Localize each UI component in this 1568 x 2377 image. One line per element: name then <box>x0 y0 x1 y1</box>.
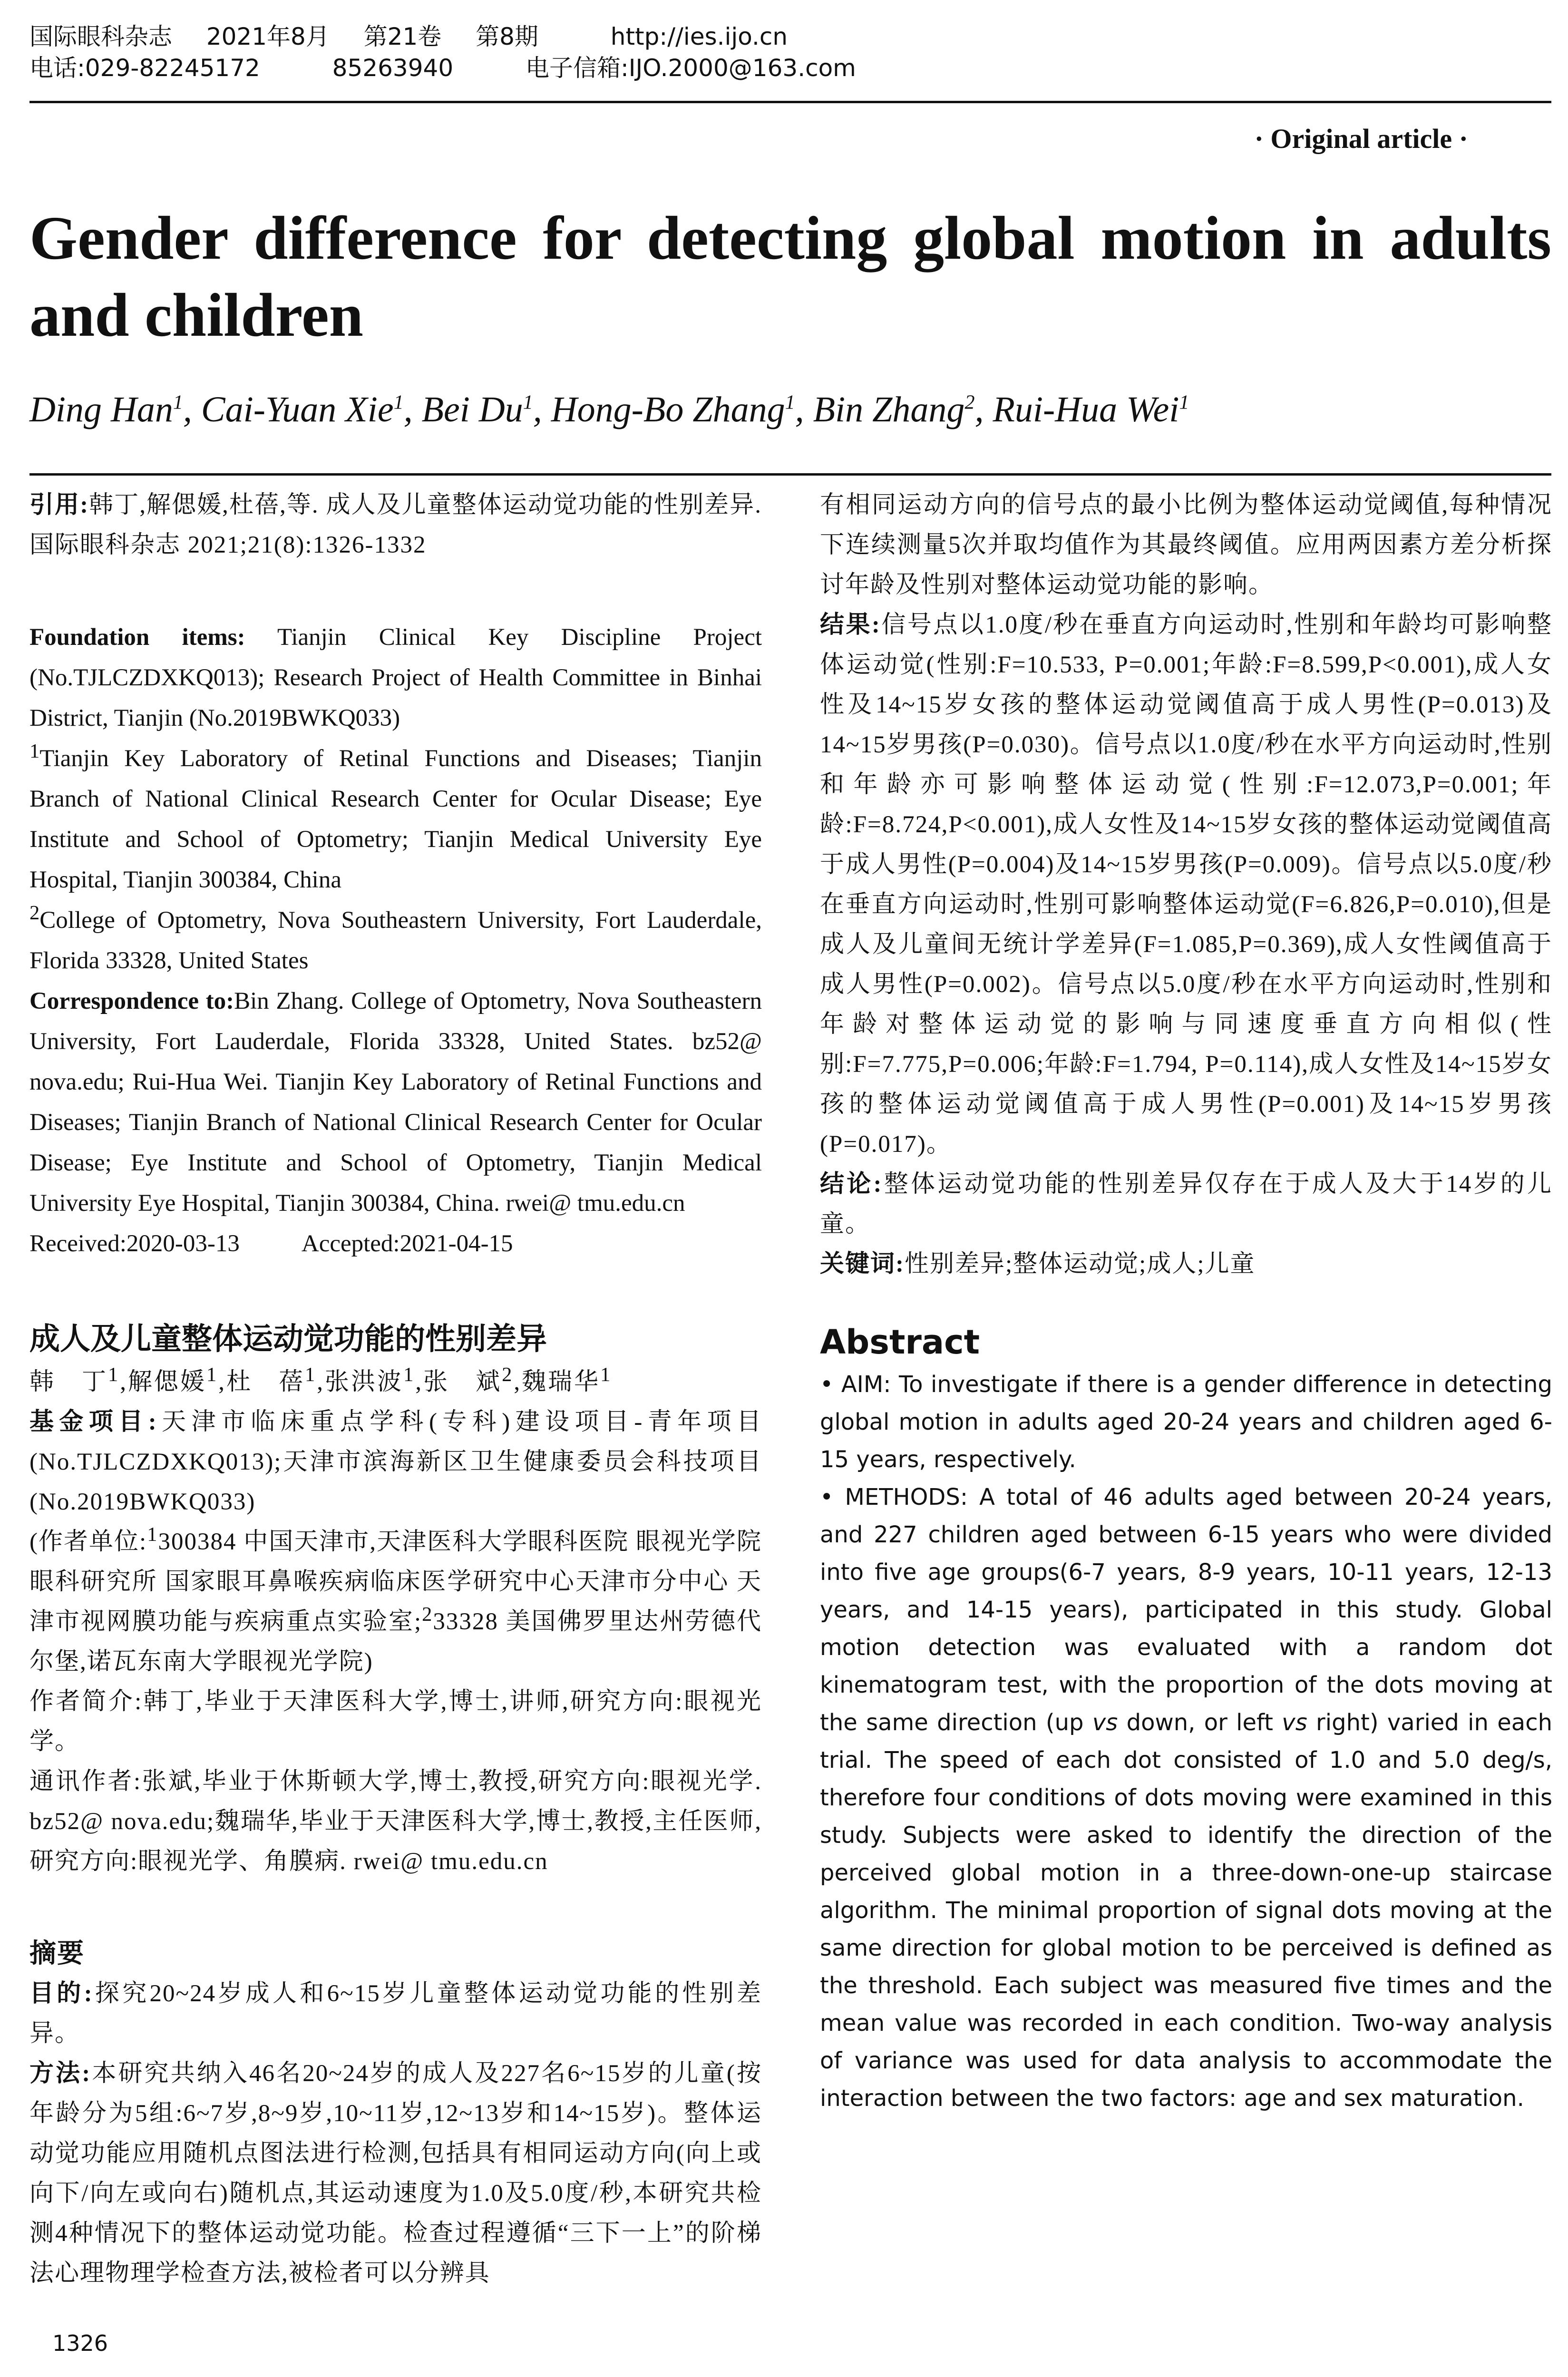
author-affiliation: 1 <box>393 391 404 414</box>
journal-header-row-1 <box>29 21 1551 52</box>
journal-header-row-2 <box>29 52 1551 84</box>
unit-text-2: 33328 美国佛罗里达州劳德代尔堡,诺瓦东南大学眼视光学院) <box>29 1608 762 1675</box>
cn-author-name: 杜 蓓 <box>226 1369 305 1395</box>
foundation-items <box>29 617 762 739</box>
cn-author-name: 张 斌 <box>423 1369 502 1395</box>
methods-label-cn: 方法: <box>29 2060 91 2087</box>
affiliation-1-text: Tianjin Key Laboratory of Retinal Functions and Diseases; Tianjin Branch of National Clinical Research Center for Ocular Disease; Eye Institute and School of Optometry; Tianjin Medical University Eye Hospital, Tianjin 300384, China <box>29 745 762 893</box>
cn-author-affiliation: 2 <box>502 1364 514 1386</box>
author-name: Rui-Hua Wei <box>993 390 1179 429</box>
header-rule <box>29 101 1551 103</box>
affiliation-2 <box>29 900 762 981</box>
cn-author-affiliation: 1 <box>206 1364 219 1386</box>
cn-author-affiliation: 1 <box>305 1364 317 1386</box>
cn-author-affiliation: 1 <box>600 1364 613 1386</box>
objective-cn <box>29 1974 762 2054</box>
results-cn <box>820 605 1552 1164</box>
results-text: 信号点以1.0度/秒在垂直方向运动时,性别和年龄均可影响整体运动觉(性别:F=10.533, P=0.001;年龄:F=8.599,P<0.001),成人女性及14~15岁女孩的整体运动觉阈值高于成人男性(P=0.013)及14~15岁男孩(P=0.030)。信号点以1.0度/秒在水平方向运动时,性别和年龄亦可影响整体运动觉(性别:F=12.073,P=0.001;年龄:F=8.724,P<0.001),成人女性及14~15岁女孩的整体运动觉阈值高于成人男性(P=0.004)及14~15岁男孩(P=0.009)。信号点以5.0度/秒在垂直方向运动时,性别可影响整体运动觉(F=6.826,P=0.010),但是成人及儿童间无统计学差异(F=1.085,P=0.369),成人女性阈值高于成人男性(P=0.002)。信号点以5.0度/秒在水平方向运动时,性别和年龄对整体运动觉的影响与同速度垂直方向相似(性别:F=7.775,P=0.006;年龄:F=1.794, P=0.114),成人女性及14~15岁女孩的整体运动觉阈值高于成人男性(P=0.001)及14~15岁男孩(P=0.017)。 <box>820 612 1552 1158</box>
cn-author-affiliation: 1 <box>108 1364 120 1386</box>
abstract-methods <box>820 1479 1552 2117</box>
journal-phone-2: 85263940 <box>332 54 454 82</box>
author-affiliation: 1 <box>785 391 795 414</box>
cn-author-name: 韩 丁 <box>29 1369 108 1395</box>
volume: 第21卷 <box>363 23 442 50</box>
author-name: Bei Du <box>421 390 523 429</box>
methods-vs-2: vs <box>1282 1709 1307 1736</box>
author-bio-cn: 作者简介:韩丁,毕业于天津医科大学,博士,讲师,研究方向:眼视光学。 <box>29 1688 762 1755</box>
methods-text-2: down, or left <box>1118 1709 1282 1736</box>
foundation-label: Foundation items: <box>29 624 245 651</box>
conclusion-label: 结论: <box>820 1171 883 1198</box>
keywords-label: 关键词: <box>820 1251 905 1277</box>
unit-prefix: (作者单位: <box>29 1529 147 1555</box>
author-name: Ding Han <box>29 390 173 429</box>
conclusion-text: 整体运动觉功能的性别差异仅存在于成人及大于14岁的儿童。 <box>820 1171 1553 1237</box>
author-name: Hong-Bo Zhang <box>551 390 785 429</box>
author-name: Cai-Yuan Xie <box>201 390 394 429</box>
objective-text: 探究20~24岁成人和6~15岁儿童整体运动觉功能的性别差异。 <box>29 1980 762 2047</box>
methods-text-cn: 本研究共纳入46名20~24岁的成人及227名6~15岁的儿童(按年龄分为5组:6~7岁,8~9岁,10~11岁,12~13岁和14~15岁)。整体运动觉功能应用随机点图法进行检测,包括具有相同运动方向(向上或向下/向左或向右)随机点,其运动速度为1.0及5.0度/秒,本研究共检测4种情况下的整体运动觉功能。检查过程遵循“三下一上”的阶梯法心理物理学检查方法,被检者可以分辨具 <box>29 2060 762 2287</box>
unit-text-1: 300384 中国天津市,天津医科大学眼科医院 眼视光学院 眼科研究所 国家眼耳鼻喉疾病临床医学研究中心天津市分中心 天津市视网膜功能与疾病重点实验室; <box>29 1529 762 1635</box>
author-line: Ding Han$^1$, Cai-Yuan Xie$^1$, Bei Du$^1$, Hong-Bo Zhang$^1$, Bin Zhang$^2$, Rui-Hua Wei$^1$ <box>29 390 1189 429</box>
author-affiliation: 1 <box>173 391 183 414</box>
left-column <box>29 485 762 2293</box>
affiliation-1 <box>29 739 762 900</box>
affiliation-2-number: 2 <box>29 902 40 924</box>
zhaiyao-heading: 摘要 <box>29 1939 85 1968</box>
article-type: · Original article · <box>1254 123 1468 154</box>
methods-text-1: A total of 46 adults aged between 20-24 years, and 227 children aged between 6-15 years who were divided into five age groups(6-7 years, 8-9 years, 10-11 years, 12-13 years, and 14-15 years), participated in this study. Global motion detection was evaluated with a random dot kinematogram test, with the proportion of the dots moving at the same direction (up <box>820 1484 1552 1736</box>
abstract-heading: Abstract <box>820 1323 980 1362</box>
right-column <box>820 485 1552 2117</box>
author-name: Bin Zhang <box>813 390 965 429</box>
foundation-text: Tianjin Clinical Key Discipline Project (No.TJLCZDXKQ013); Research Project of Health Committee in Binhai District, Tianjin (No.2019BWKQ033) <box>29 624 762 731</box>
citation-label: 引用: <box>29 492 89 518</box>
journal-email: 电子信箱:IJO.2000@163.com <box>525 54 856 82</box>
journal-website: http://ies.ijo.cn <box>610 23 788 50</box>
methods-label: • METHODS: <box>820 1484 968 1510</box>
accepted-date: Accepted:2021-04-15 <box>301 1230 513 1257</box>
author-affiliation: 1 <box>1179 391 1189 414</box>
cn-author-name: 张洪波 <box>325 1369 404 1395</box>
cn-author-name: 魏瑞华 <box>522 1369 601 1395</box>
keywords-cn <box>820 1244 1552 1284</box>
cn-author-name: 解偲媛 <box>128 1369 207 1395</box>
abstract-aim <box>820 1366 1552 1479</box>
fund-items-cn <box>29 1402 762 1522</box>
author-affiliation: 2 <box>964 391 975 414</box>
unit-sup-2: 2 <box>422 1603 433 1626</box>
issue-date: 2021年8月 <box>206 23 330 50</box>
author-rule <box>29 473 1551 476</box>
dates <box>29 1224 762 1264</box>
methods-cn <box>29 2054 762 2293</box>
methods-vs-1: vs <box>1092 1709 1118 1736</box>
journal-phone: 电话:029-82245172 <box>29 54 260 82</box>
affiliation-1-number: 1 <box>29 740 40 762</box>
cn-author-affiliation: 1 <box>403 1364 416 1386</box>
correspondence-label: Correspondence to: <box>29 988 234 1014</box>
correspondence-text: Bin Zhang. College of Optometry, Nova Southeastern University, Fort Lauderdale, Florida 33328, United States. bz52@ nova.edu; Rui-Hua Wei. Tianjin Key Laboratory of Retinal Functions and Diseases; Tianjin Branch of National Clinical Research Center for Ocular Disease; Eye Institute and School of Optometry, Tianjin Medical University Eye Hospital, Tianjin 300384, China. rwei@ tmu.edu.cn <box>29 988 762 1217</box>
aim-text: To investigate if there is a gender difference in detecting global motion in adults aged 20-24 years and children aged 6-15 years, respectively. <box>820 1371 1552 1473</box>
chinese-authors: 韩 丁$^1$,解偲媛$^1$,杜 蓓$^1$,张洪波$^1$,张 斌$^2$,魏瑞华$^1$ <box>29 1364 613 1395</box>
affiliation-2-text: College of Optometry, Nova Southeastern University, Fort Lauderdale, Florida 33328, United States <box>29 907 762 974</box>
received-date: Received:2020-03-13 <box>29 1230 240 1257</box>
author-units-cn <box>29 1522 762 1682</box>
citation <box>29 485 762 565</box>
article-title: Gender difference for detecting global motion in adults and children <box>29 204 1551 350</box>
chinese-title: 成人及儿童整体运动觉功能的性别差异 <box>29 1322 547 1356</box>
results-label: 结果: <box>820 612 881 638</box>
conclusion-cn <box>820 1164 1552 1244</box>
corresponding-author-cn: 通讯作者:张斌,毕业于休斯顿大学,博士,教授,研究方向:眼视光学. bz52@ nova.edu;魏瑞华,毕业于天津医科大学,博士,教授,主任医师,研究方向:眼视光学、角膜病. rwei@ tmu.edu.cn <box>29 1768 762 1875</box>
correspondence <box>29 981 762 1224</box>
author-affiliation: 1 <box>523 391 533 414</box>
citation-text: 韩丁,解偲媛,杜蓓,等. 成人及儿童整体运动觉功能的性别差异. 国际眼科杂志 2021;21(8):1326-1332 <box>29 492 762 558</box>
page-number: 1326 <box>52 2330 108 2356</box>
keywords-text: 性别差异;整体运动觉;成人;儿童 <box>904 1251 1256 1277</box>
objective-label: 目的: <box>29 1980 93 2007</box>
journal-name: 国际眼科杂志 <box>29 23 172 50</box>
fund-label-cn: 基金项目: <box>29 1409 157 1435</box>
fund-text-cn: 天津市临床重点学科(专科)建设项目-青年项目(No.TJLCZDXKQ013);天津市滨海新区卫生健康委员会科技项目(No.2019BWKQ033) <box>29 1409 762 1515</box>
journal-header <box>29 21 1551 84</box>
methods-text-3: right) varied in each trial. The speed of each dot consisted of 1.0 and 5.0 deg/s, therefore four conditions of dots moving were examined in this study. Subjects were asked to identify the direction of the perceived global motion in a three-down-one-up staircase algorithm. The minimal proportion of signal dots moving at the same direction for global motion to be perceived is defined as the threshold. Each subject was measured five times and the mean value was recorded in each condition. Two-way analysis of variance was used for data analysis to accommodate the interaction between the two factors: age and sex maturation. <box>820 1709 1553 2112</box>
methods-cn-continued: 有相同运动方向的信号点的最小比例为整体运动觉阈值,每种情况下连续测量5次并取均值作为其最终阈值。应用两因素方差分析探讨年龄及性别对整体运动觉功能的影响。 <box>820 492 1552 598</box>
unit-sup-1: 1 <box>147 1523 158 1546</box>
aim-label: • AIM: <box>820 1371 891 1398</box>
issue-number: 第8期 <box>476 23 538 50</box>
